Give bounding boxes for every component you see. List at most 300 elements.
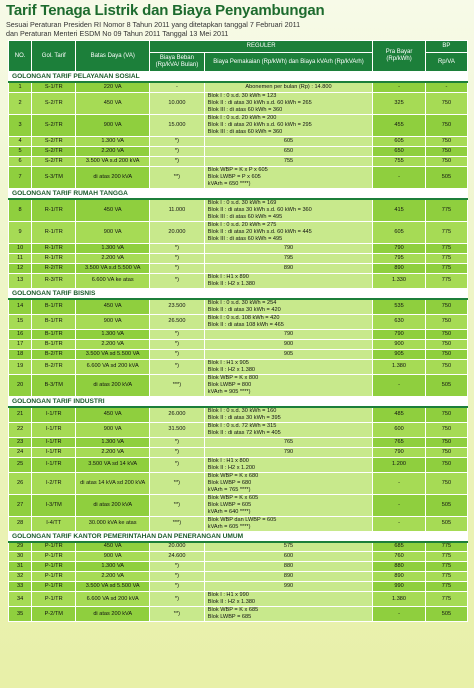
cell-no: 27 [9, 494, 32, 516]
cell-beban: *) [150, 562, 205, 572]
cell-no: 33 [9, 582, 32, 592]
cell-prabayar: - [373, 166, 426, 188]
cell-batas: 3.500 VA s.d 5.500 VA [76, 263, 150, 273]
cell-beban: 26.000 [150, 407, 205, 423]
cell-no: 34 [9, 592, 32, 607]
cell-bp: 750 [425, 447, 467, 457]
cell-pemakaian: 755 [204, 156, 372, 166]
page-subtitle-2: dan Peraturan Menteri ESDM No 09 Tahun 2011 Tanggal 13 Mei 2011 [6, 29, 229, 38]
cell-pemakaian: Blok I : H1 x 890 Blok II : H2 x 1.380 [204, 273, 372, 288]
cell-gol: P-1/TR [32, 572, 76, 582]
col-header-prabayar: Pra Bayar (Rp/kWh) [373, 41, 426, 72]
table-row [9, 607, 468, 622]
cell-no: 12 [9, 263, 32, 273]
cell-pemakaian: 990 [204, 582, 372, 592]
table-row [9, 562, 468, 572]
cell-batas: 1.300 VA [76, 437, 150, 447]
cell-gol: P-1/TR [32, 592, 76, 607]
cell-prabayar: - [373, 494, 426, 516]
cell-no: 30 [9, 552, 32, 562]
cell-batas: 900 VA [76, 314, 150, 329]
page-subtitle-1: Sesuai Peraturan Presiden RI Nomor 8 Tahun 2011 yang ditetapkan tanggal 7 Februari 2011 [6, 20, 301, 29]
cell-no: 7 [9, 166, 32, 188]
cell-gol: I-3/TM [32, 494, 76, 516]
cell-gol: B-3/TM [32, 374, 76, 396]
cell-bp: 505 [425, 516, 467, 531]
cell-prabayar: - [373, 607, 426, 622]
cell-bp: 750 [425, 422, 467, 437]
cell-no: 29 [9, 542, 32, 552]
cell-prabayar: 900 [373, 339, 426, 349]
cell-prabayar: 760 [373, 552, 426, 562]
cell-gol: R-1/TR [32, 221, 76, 243]
cell-batas: 2.200 VA [76, 447, 150, 457]
cell-gol: S-3/TM [32, 166, 76, 188]
cell-pemakaian: 575 [204, 542, 372, 552]
cell-batas: 450 VA [76, 199, 150, 222]
cell-no: 1 [9, 82, 32, 92]
cell-beban: ***) [150, 374, 205, 396]
cell-prabayar: 600 [373, 422, 426, 437]
cell-bp: 775 [425, 562, 467, 572]
cell-pemakaian: 790 [204, 329, 372, 339]
table-row [9, 339, 468, 349]
cell-no: 11 [9, 253, 32, 263]
cell-gol: S-2/TR [32, 114, 76, 136]
section-title: GOLONGAN TARIF PELAYANAN SOSIAL [9, 72, 468, 83]
col-header-no: NO. [9, 41, 32, 72]
cell-batas: 1.300 VA [76, 329, 150, 339]
cell-bp: 505 [425, 607, 467, 622]
cell-pemakaian: Blok I : 0 s.d. 20 kWh = 200 Blok II : di atas 20 kWh s.d. 60 kWh = 295 Blok III : di atas 60 kWh = 360 [204, 114, 372, 136]
cell-batas: 6.600 VA sd 200 kVA [76, 359, 150, 374]
section-title: GOLONGAN TARIF RUMAH TANGGA [9, 188, 468, 199]
cell-no: 23 [9, 437, 32, 447]
col-header-batas: Batas Daya (VA) [76, 41, 150, 72]
cell-batas: 1.300 VA [76, 243, 150, 253]
cell-batas: 450 VA [76, 407, 150, 423]
cell-bp: 750 [425, 329, 467, 339]
cell-batas: 900 VA [76, 114, 150, 136]
cell-pemakaian: Blok I : 0 s.d. 30 kWh = 169 Blok II : di atas 30 kWh s.d. 60 kWh = 360 Blok III : di atas 60 kWh = 495 [204, 199, 372, 222]
cell-prabayar: 325 [373, 92, 426, 114]
cell-bp: 750 [425, 437, 467, 447]
cell-pemakaian: Blok WBP dan LWBP = 605 kVArh = 605 ****) [204, 516, 372, 531]
cell-prabayar: 685 [373, 542, 426, 552]
section-title: GOLONGAN TARIF BISNIS [9, 288, 468, 299]
cell-pemakaian: Blok I : 0 s.d. 108 kWh = 420 Blok II : di atas 108 kWh = 465 [204, 314, 372, 329]
table-row [9, 437, 468, 447]
cell-gol: B-1/TR [32, 299, 76, 315]
cell-gol: P-1/TR [32, 552, 76, 562]
cell-beban: *) [150, 349, 205, 359]
cell-bp: 775 [425, 243, 467, 253]
cell-gol: B-2/TR [32, 349, 76, 359]
cell-beban: *) [150, 329, 205, 339]
cell-beban: *) [150, 592, 205, 607]
cell-bp: 750 [425, 457, 467, 472]
cell-gol: I-1/TR [32, 407, 76, 423]
cell-prabayar: 485 [373, 407, 426, 423]
cell-bp: 750 [425, 299, 467, 315]
cell-batas: 900 VA [76, 422, 150, 437]
cell-gol: S-1/TR [32, 82, 76, 92]
table-row [9, 114, 468, 136]
cell-prabayar: 765 [373, 437, 426, 447]
cell-prabayar: 790 [373, 329, 426, 339]
table-row [9, 494, 468, 516]
cell-prabayar: 455 [373, 114, 426, 136]
cell-bp: 750 [425, 136, 467, 146]
cell-batas: 30.000 kVA ke atas [76, 516, 150, 531]
cell-beban: *) [150, 447, 205, 457]
cell-batas: 3.500 VA sd 14 kVA [76, 457, 150, 472]
cell-pemakaian: 900 [204, 339, 372, 349]
cell-pemakaian: 890 [204, 572, 372, 582]
cell-no: 2 [9, 92, 32, 114]
cell-pemakaian: Abonemen per bulan (Rp) : 14.800 [204, 82, 372, 92]
cell-pemakaian: 600 [204, 552, 372, 562]
cell-beban: 20.000 [150, 542, 205, 552]
cell-batas: di atas 200 kVA [76, 494, 150, 516]
cell-beban: *) [150, 156, 205, 166]
cell-bp: 750 [425, 92, 467, 114]
cell-prabayar: 890 [373, 572, 426, 582]
table-row [9, 592, 468, 607]
cell-prabayar: 650 [373, 146, 426, 156]
cell-no: 6 [9, 156, 32, 166]
cell-batas: 3.500 VA sd 5.500 VA [76, 349, 150, 359]
cell-pemakaian: 890 [204, 263, 372, 273]
cell-gol: I-4/TT [32, 516, 76, 531]
cell-bp: 505 [425, 166, 467, 188]
cell-prabayar: 755 [373, 156, 426, 166]
cell-bp: 775 [425, 263, 467, 273]
cell-gol: S-2/TR [32, 92, 76, 114]
cell-batas: 2.200 VA [76, 339, 150, 349]
table-row [9, 374, 468, 396]
cell-prabayar: - [373, 374, 426, 396]
cell-gol: R-3/TR [32, 273, 76, 288]
cell-prabayar: 880 [373, 562, 426, 572]
cell-pemakaian: 790 [204, 447, 372, 457]
cell-no: 14 [9, 299, 32, 315]
cell-prabayar: 1.330 [373, 273, 426, 288]
tariff-table-wrapper [8, 40, 468, 622]
cell-no: 18 [9, 349, 32, 359]
cell-bp: 750 [425, 407, 467, 423]
cell-no: 17 [9, 339, 32, 349]
table-row [9, 156, 468, 166]
cell-gol: P-2/TM [32, 607, 76, 622]
cell-batas: 2.200 VA [76, 572, 150, 582]
table-row [9, 136, 468, 146]
table-row [9, 457, 468, 472]
table-row [9, 572, 468, 582]
cell-no: 24 [9, 447, 32, 457]
cell-no: 15 [9, 314, 32, 329]
section-title: GOLONGAN TARIF INDUSTRI [9, 396, 468, 407]
cell-beban: 20.000 [150, 221, 205, 243]
table-row [9, 166, 468, 188]
cell-pemakaian: Blok I : H1 x 800 Blok II : H2 x 1.200 [204, 457, 372, 472]
table-row [9, 516, 468, 531]
cell-prabayar: 630 [373, 314, 426, 329]
table-row [9, 329, 468, 339]
cell-bp: - [425, 82, 467, 92]
cell-beban: *) [150, 437, 205, 447]
cell-prabayar: 795 [373, 253, 426, 263]
cell-no: 3 [9, 114, 32, 136]
cell-no: 9 [9, 221, 32, 243]
section-header [9, 72, 468, 83]
cell-no: 8 [9, 199, 32, 222]
cell-pemakaian: Blok I : H1 x 905 Blok II : H2 x 1.380 [204, 359, 372, 374]
cell-beban: 31.500 [150, 422, 205, 437]
cell-no: 16 [9, 329, 32, 339]
section-header [9, 188, 468, 199]
cell-no: 4 [9, 136, 32, 146]
table-row [9, 407, 468, 423]
col-header-bp-unit: Rp/VA [425, 53, 467, 72]
cell-gol: R-2/TR [32, 263, 76, 273]
cell-pemakaian: Blok WBP = K x 800 Blok LWBP = 800 kVArh = 905 ****) [204, 374, 372, 396]
cell-pemakaian: Blok I : H1 x 990 Blok II : H2 x 1.380 [204, 592, 372, 607]
table-row [9, 92, 468, 114]
cell-bp: 750 [425, 359, 467, 374]
cell-beban: *) [150, 359, 205, 374]
cell-batas: 450 VA [76, 92, 150, 114]
cell-batas: 3.500 VA sd 5.500 VA [76, 582, 150, 592]
cell-bp: 775 [425, 582, 467, 592]
col-header-pemakaian: Biaya Pemakaian (Rp/kWh) dan Biaya kVArh (Rp/kVArh) [204, 53, 372, 72]
col-header-bp: BP [425, 41, 467, 53]
cell-beban: 10.000 [150, 92, 205, 114]
cell-pemakaian: 795 [204, 253, 372, 263]
table-row [9, 349, 468, 359]
table-row [9, 314, 468, 329]
cell-bp: 750 [425, 156, 467, 166]
cell-prabayar: - [373, 472, 426, 494]
cell-gol: S-2/TR [32, 146, 76, 156]
cell-beban: *) [150, 457, 205, 472]
cell-gol: I-1/TR [32, 447, 76, 457]
cell-bp: 775 [425, 592, 467, 607]
cell-prabayar: 605 [373, 136, 426, 146]
table-row [9, 422, 468, 437]
cell-batas: 220 VA [76, 82, 150, 92]
cell-gol: I-1/TR [32, 457, 76, 472]
cell-no: 28 [9, 516, 32, 531]
cell-no: 20 [9, 374, 32, 396]
cell-pemakaian: 650 [204, 146, 372, 156]
cell-gol: R-1/TR [32, 199, 76, 222]
cell-prabayar: 790 [373, 447, 426, 457]
cell-pemakaian: 880 [204, 562, 372, 572]
cell-batas: 3.500 VA s.d 200 kVA [76, 156, 150, 166]
cell-beban: - [150, 82, 205, 92]
cell-prabayar: 1.200 [373, 457, 426, 472]
cell-beban: *) [150, 339, 205, 349]
table-row [9, 582, 468, 592]
tariff-table-body [9, 72, 468, 622]
cell-bp: 775 [425, 542, 467, 552]
cell-pemakaian: 765 [204, 437, 372, 447]
cell-bp: 775 [425, 199, 467, 222]
cell-bp: 750 [425, 314, 467, 329]
cell-no: 5 [9, 146, 32, 156]
cell-batas: 450 VA [76, 542, 150, 552]
section-header [9, 396, 468, 407]
section-header [9, 531, 468, 542]
cell-no: 31 [9, 562, 32, 572]
page-header [6, 2, 468, 38]
cell-beban: *) [150, 146, 205, 156]
cell-gol: P-1/TR [32, 582, 76, 592]
cell-batas: di atas 14 kVA sd 200 kVA [76, 472, 150, 494]
table-row [9, 472, 468, 494]
cell-bp: 775 [425, 552, 467, 562]
cell-bp: 775 [425, 572, 467, 582]
cell-gol: I-1/TR [32, 422, 76, 437]
cell-beban: *) [150, 243, 205, 253]
cell-batas: di atas 200 kVA [76, 374, 150, 396]
col-header-gol: Gol. Tarif [32, 41, 76, 72]
table-row [9, 199, 468, 222]
cell-batas: 6.600 VA ke atas [76, 273, 150, 288]
page-title: Tarif Tenaga Listrik dan Biaya Penyambungan [6, 2, 325, 19]
cell-batas: di atas 200 kVA [76, 607, 150, 622]
cell-prabayar: - [373, 82, 426, 92]
cell-beban: 15.000 [150, 114, 205, 136]
table-row [9, 243, 468, 253]
cell-beban: **) [150, 607, 205, 622]
cell-beban: 23.500 [150, 299, 205, 315]
cell-bp: 750 [425, 349, 467, 359]
table-row [9, 82, 468, 92]
cell-bp: 750 [425, 472, 467, 494]
cell-bp: 750 [425, 339, 467, 349]
cell-gol: I-1/TR [32, 437, 76, 447]
cell-beban: **) [150, 494, 205, 516]
cell-no: 10 [9, 243, 32, 253]
cell-pemakaian: Blok WBP = K x P x 605 Blok LWBP = P x 605 kVArh = 650 ****) [204, 166, 372, 188]
cell-beban: *) [150, 253, 205, 263]
cell-gol: P-1/TR [32, 542, 76, 552]
cell-no: 32 [9, 572, 32, 582]
cell-pemakaian: 905 [204, 349, 372, 359]
cell-beban: **) [150, 166, 205, 188]
table-row [9, 146, 468, 156]
col-header-beban: Biaya Beban (Rp/kVA/ Bulan) [150, 53, 205, 72]
table-row [9, 299, 468, 315]
cell-no: 26 [9, 472, 32, 494]
cell-pemakaian: 790 [204, 243, 372, 253]
cell-no: 22 [9, 422, 32, 437]
cell-beban: 26.500 [150, 314, 205, 329]
cell-gol: S-2/TR [32, 136, 76, 146]
table-row [9, 447, 468, 457]
table-row [9, 542, 468, 552]
section-title: GOLONGAN TARIF KANTOR PEMERINTAHAN DAN PENERANGAN UMUM [9, 531, 468, 542]
table-row [9, 253, 468, 263]
cell-beban: **) [150, 472, 205, 494]
cell-prabayar: 1.380 [373, 359, 426, 374]
cell-beban: 11.000 [150, 199, 205, 222]
cell-pemakaian: Blok WBP = K x 680 Blok LWBP = 680 kVArh = 765 ****) [204, 472, 372, 494]
cell-bp: 775 [425, 253, 467, 263]
cell-no: 25 [9, 457, 32, 472]
cell-pemakaian: Blok WBP = K x 685 Blok LWBP = 685 [204, 607, 372, 622]
cell-gol: B-1/TR [32, 339, 76, 349]
col-header-reguler: REGULER [150, 41, 373, 53]
cell-beban: 24.600 [150, 552, 205, 562]
cell-gol: B-1/TR [32, 314, 76, 329]
cell-pemakaian: Blok WBP = K x 605 Blok LWBP = 605 kVArh = 640 ****) [204, 494, 372, 516]
cell-batas: 6.600 VA sd 200 kVA [76, 592, 150, 607]
table-row [9, 263, 468, 273]
cell-prabayar: - [373, 516, 426, 531]
cell-prabayar: 790 [373, 243, 426, 253]
cell-bp: 750 [425, 146, 467, 156]
cell-pemakaian: Blok I : 0 s.d. 30 kWh = 123 Blok II : di atas 30 kWh s.d. 60 kWh = 265 Blok III : di atas 60 kWh = 360 [204, 92, 372, 114]
cell-batas: di atas 200 kVA [76, 166, 150, 188]
cell-pemakaian: Blok I : 0 s.d. 72 kWh = 315 Blok II : di atas 72 kWh = 405 [204, 422, 372, 437]
cell-beban: ***) [150, 516, 205, 531]
cell-pemakaian: 605 [204, 136, 372, 146]
table-row [9, 273, 468, 288]
cell-batas: 2.200 VA [76, 253, 150, 263]
cell-gol: R-1/TR [32, 253, 76, 263]
cell-gol: R-1/TR [32, 243, 76, 253]
cell-gol: S-2/TR [32, 156, 76, 166]
cell-gol: B-2/TR [32, 359, 76, 374]
cell-bp: 775 [425, 221, 467, 243]
cell-beban: *) [150, 582, 205, 592]
cell-bp: 775 [425, 273, 467, 288]
cell-no: 19 [9, 359, 32, 374]
cell-prabayar: 535 [373, 299, 426, 315]
cell-gol: I-2/TR [32, 472, 76, 494]
cell-batas: 1.300 VA [76, 562, 150, 572]
cell-prabayar: 1.380 [373, 592, 426, 607]
cell-bp: 505 [425, 374, 467, 396]
cell-pemakaian: Blok I : 0 s.d. 30 kWh = 160 Blok II : di atas 30 kWh = 395 [204, 407, 372, 423]
cell-prabayar: 890 [373, 263, 426, 273]
cell-beban: *) [150, 136, 205, 146]
cell-beban: *) [150, 572, 205, 582]
cell-batas: 1.300 VA [76, 136, 150, 146]
cell-no: 35 [9, 607, 32, 622]
cell-batas: 450 VA [76, 299, 150, 315]
cell-gol: B-1/TR [32, 329, 76, 339]
cell-bp: 505 [425, 494, 467, 516]
cell-beban: *) [150, 263, 205, 273]
cell-pemakaian: Blok I : 0 s.d. 30 kWh = 254 Blok II : di atas 30 kWh = 420 [204, 299, 372, 315]
cell-prabayar: 990 [373, 582, 426, 592]
table-row [9, 221, 468, 243]
table-row [9, 552, 468, 562]
cell-prabayar: 605 [373, 221, 426, 243]
cell-gol: P-1/TR [32, 562, 76, 572]
cell-pemakaian: Blok I : 0 s.d. 20 kWh = 275 Blok II : di atas 20 kWh s.d. 60 kWh = 445 Blok III : di atas 60 kWh = 495 [204, 221, 372, 243]
section-header [9, 288, 468, 299]
cell-batas: 900 VA [76, 552, 150, 562]
cell-prabayar: 415 [373, 199, 426, 222]
cell-batas: 2.200 VA [76, 146, 150, 156]
cell-prabayar: 905 [373, 349, 426, 359]
cell-no: 21 [9, 407, 32, 423]
